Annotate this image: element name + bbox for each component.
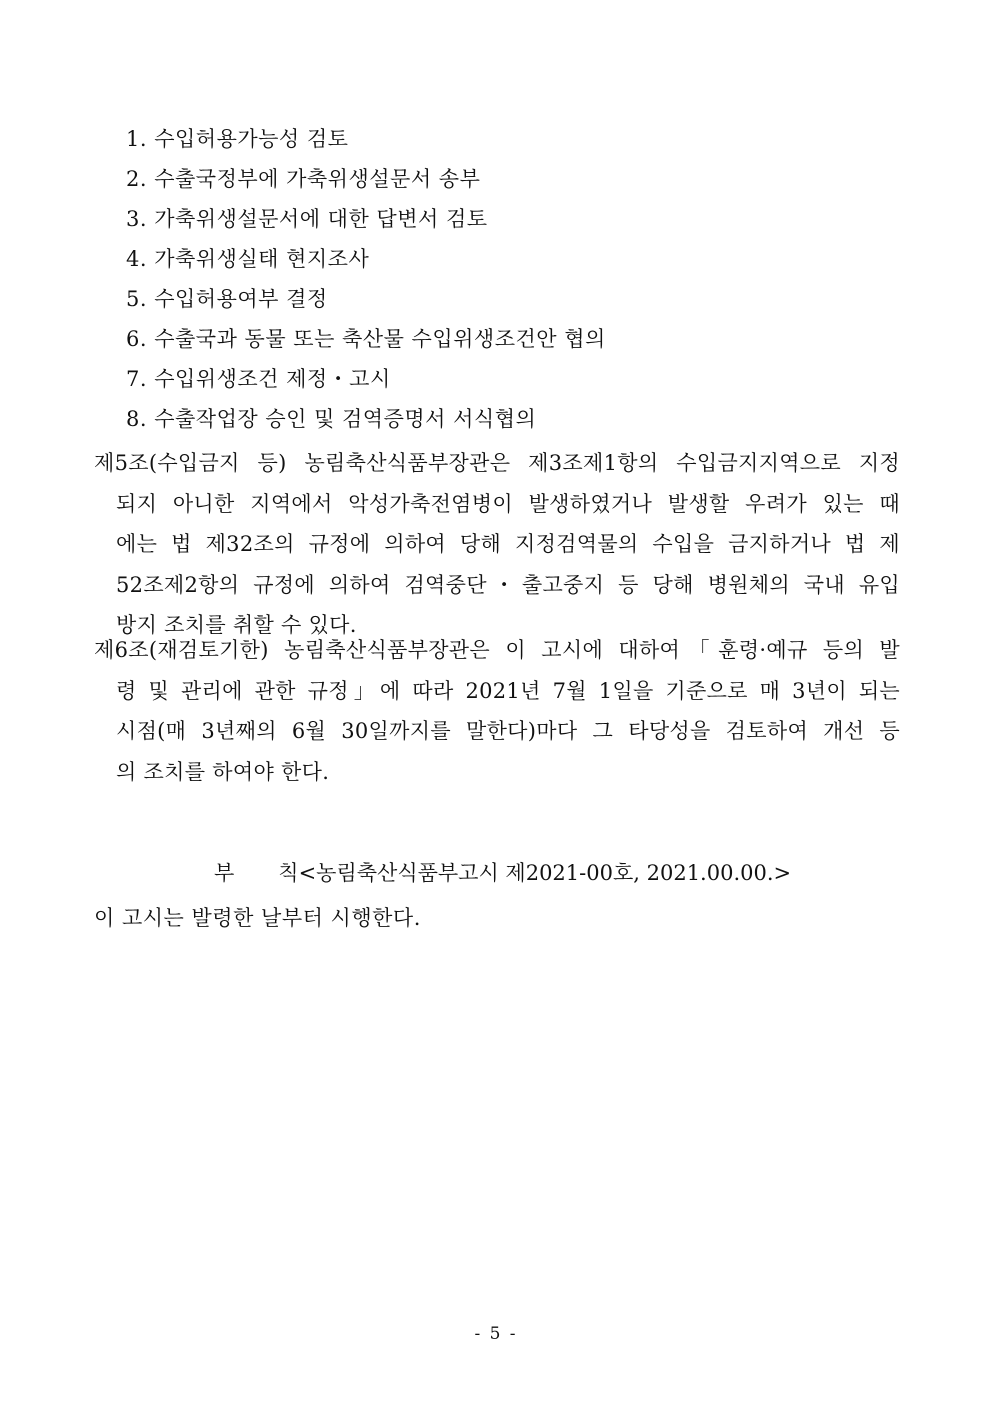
addendum-title-first: 부 xyxy=(214,861,235,885)
addendum-title xyxy=(214,858,791,888)
article-line: 되지 아니한 지역에서 악성가축전염병이 발생하였거나 발생할 우려가 있는 때 xyxy=(116,491,900,516)
procedure-step: 8. 수출작업장 승인 및 검역증명서 서식협의 xyxy=(126,407,537,431)
article-line: 제5조(수입금지 등) 농림축산식품부장관은 제3조제1항의 수입금지지역으로 지정 xyxy=(94,451,900,475)
procedure-step-list xyxy=(126,119,606,439)
procedure-step: 7. 수입위생조건 제정・고시 xyxy=(126,367,391,391)
addendum-body: 이 고시는 발령한 날부터 시행한다. xyxy=(94,906,421,930)
article-6-review-deadline xyxy=(94,630,900,792)
article-line: 52조제2항의 규정에 의하여 검역중단・출고중지 등 당해 병원체의 국내 유입 xyxy=(116,572,900,597)
article-line: 시점(매 3년째의 6월 30일까지를 말한다)마다 그 타당성을 검토하여 개선 등 xyxy=(116,719,900,743)
addendum-title-second: 칙<농림축산식품부고시 제2021-00호, 2021.00.00.> xyxy=(278,861,792,885)
article-5-import-ban xyxy=(94,443,900,646)
article-line: 방지 조치를 취할 수 있다. xyxy=(116,613,357,637)
article-line: 에는 법 제32조의 규정에 의하여 당해 지정검역물의 수입을 금지하거나 법 제 xyxy=(116,532,900,556)
page-number: - 5 - xyxy=(474,1324,518,1344)
procedure-step: 6. 수출국과 동물 또는 축산물 수입위생조건안 협의 xyxy=(126,327,606,351)
article-line: 의 조치를 하여야 한다. xyxy=(116,759,330,784)
procedure-step: 5. 수입허용여부 결정 xyxy=(126,287,328,311)
procedure-step: 4. 가축위생실태 현지조사 xyxy=(126,247,370,271)
article-line: 제6조(재검토기한) 농림축산식품부장관은 이 고시에 대하여「훈령·예규 등의 발 xyxy=(94,638,900,662)
procedure-step: 3. 가축위생설문서에 대한 답변서 검토 xyxy=(126,207,488,231)
procedure-step: 1. 수입허용가능성 검토 xyxy=(126,127,349,151)
article-line: 령 및 관리에 관한 규정」에 따라 2021년 7월 1일을 기준으로 매 3년이 되는 xyxy=(116,678,900,703)
procedure-step: 2. 수출국정부에 가축위생설문서 송부 xyxy=(126,167,481,191)
